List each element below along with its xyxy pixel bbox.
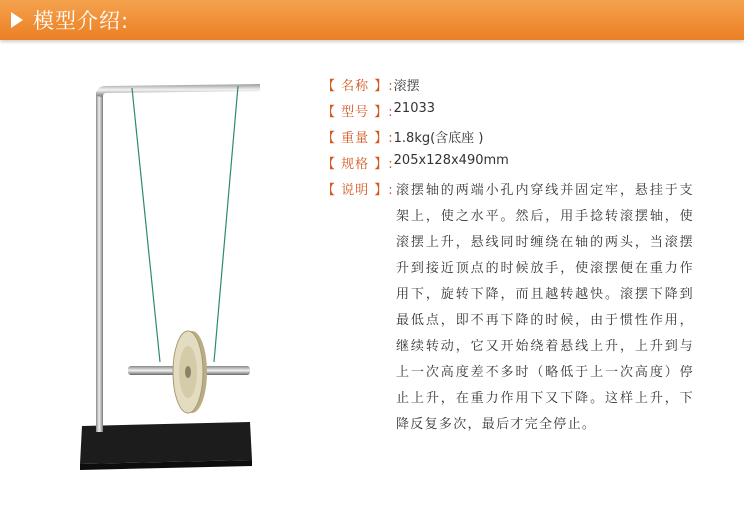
section-header [0,0,744,40]
product-photo [60,70,290,490]
spec-label: 【 型号 】: [322,105,394,120]
spec-name [322,75,722,94]
spec-value: 1.8kg(含底座 ) [393,131,484,146]
spec-weight [322,127,722,146]
description-text: 滚摆轴的两端小孔内穿线并固定牢，悬挂于支架上，使之水平。然后，用手捻转滚摆轴，使滚摆上升，悬线同时缠绕在轴的两头，当滚摆升到接近顶点的时候放手，使滚摆便在重力作用下，旋转下降，而且越转越快。滚摆下降到最低点，即不再下降的时候，由于惯性作用，继续转动，它又开始绕着悬线上升，上升到与上一次高度差不多时（略低于上一次高度）停止上升，在重力作用下又下降。这样上升，下降反复多次，最后才完全停止。 [396,183,694,432]
section-title: 模型介绍: [33,9,130,33]
spec-value: 21033 [393,101,436,116]
play-arrow-icon [11,12,23,28]
spec-value: 205x128x490mm [393,153,509,168]
spec-label: 【 重量 】: [322,131,394,146]
spec-label: 【 名称 】: [322,79,394,94]
spec-model [322,101,722,120]
spec-label: 【 规格 】: [322,157,394,172]
description-label: 【 说明 】: [322,183,394,198]
spec-value: 滚摆 [393,79,420,94]
spec-size [322,153,722,172]
